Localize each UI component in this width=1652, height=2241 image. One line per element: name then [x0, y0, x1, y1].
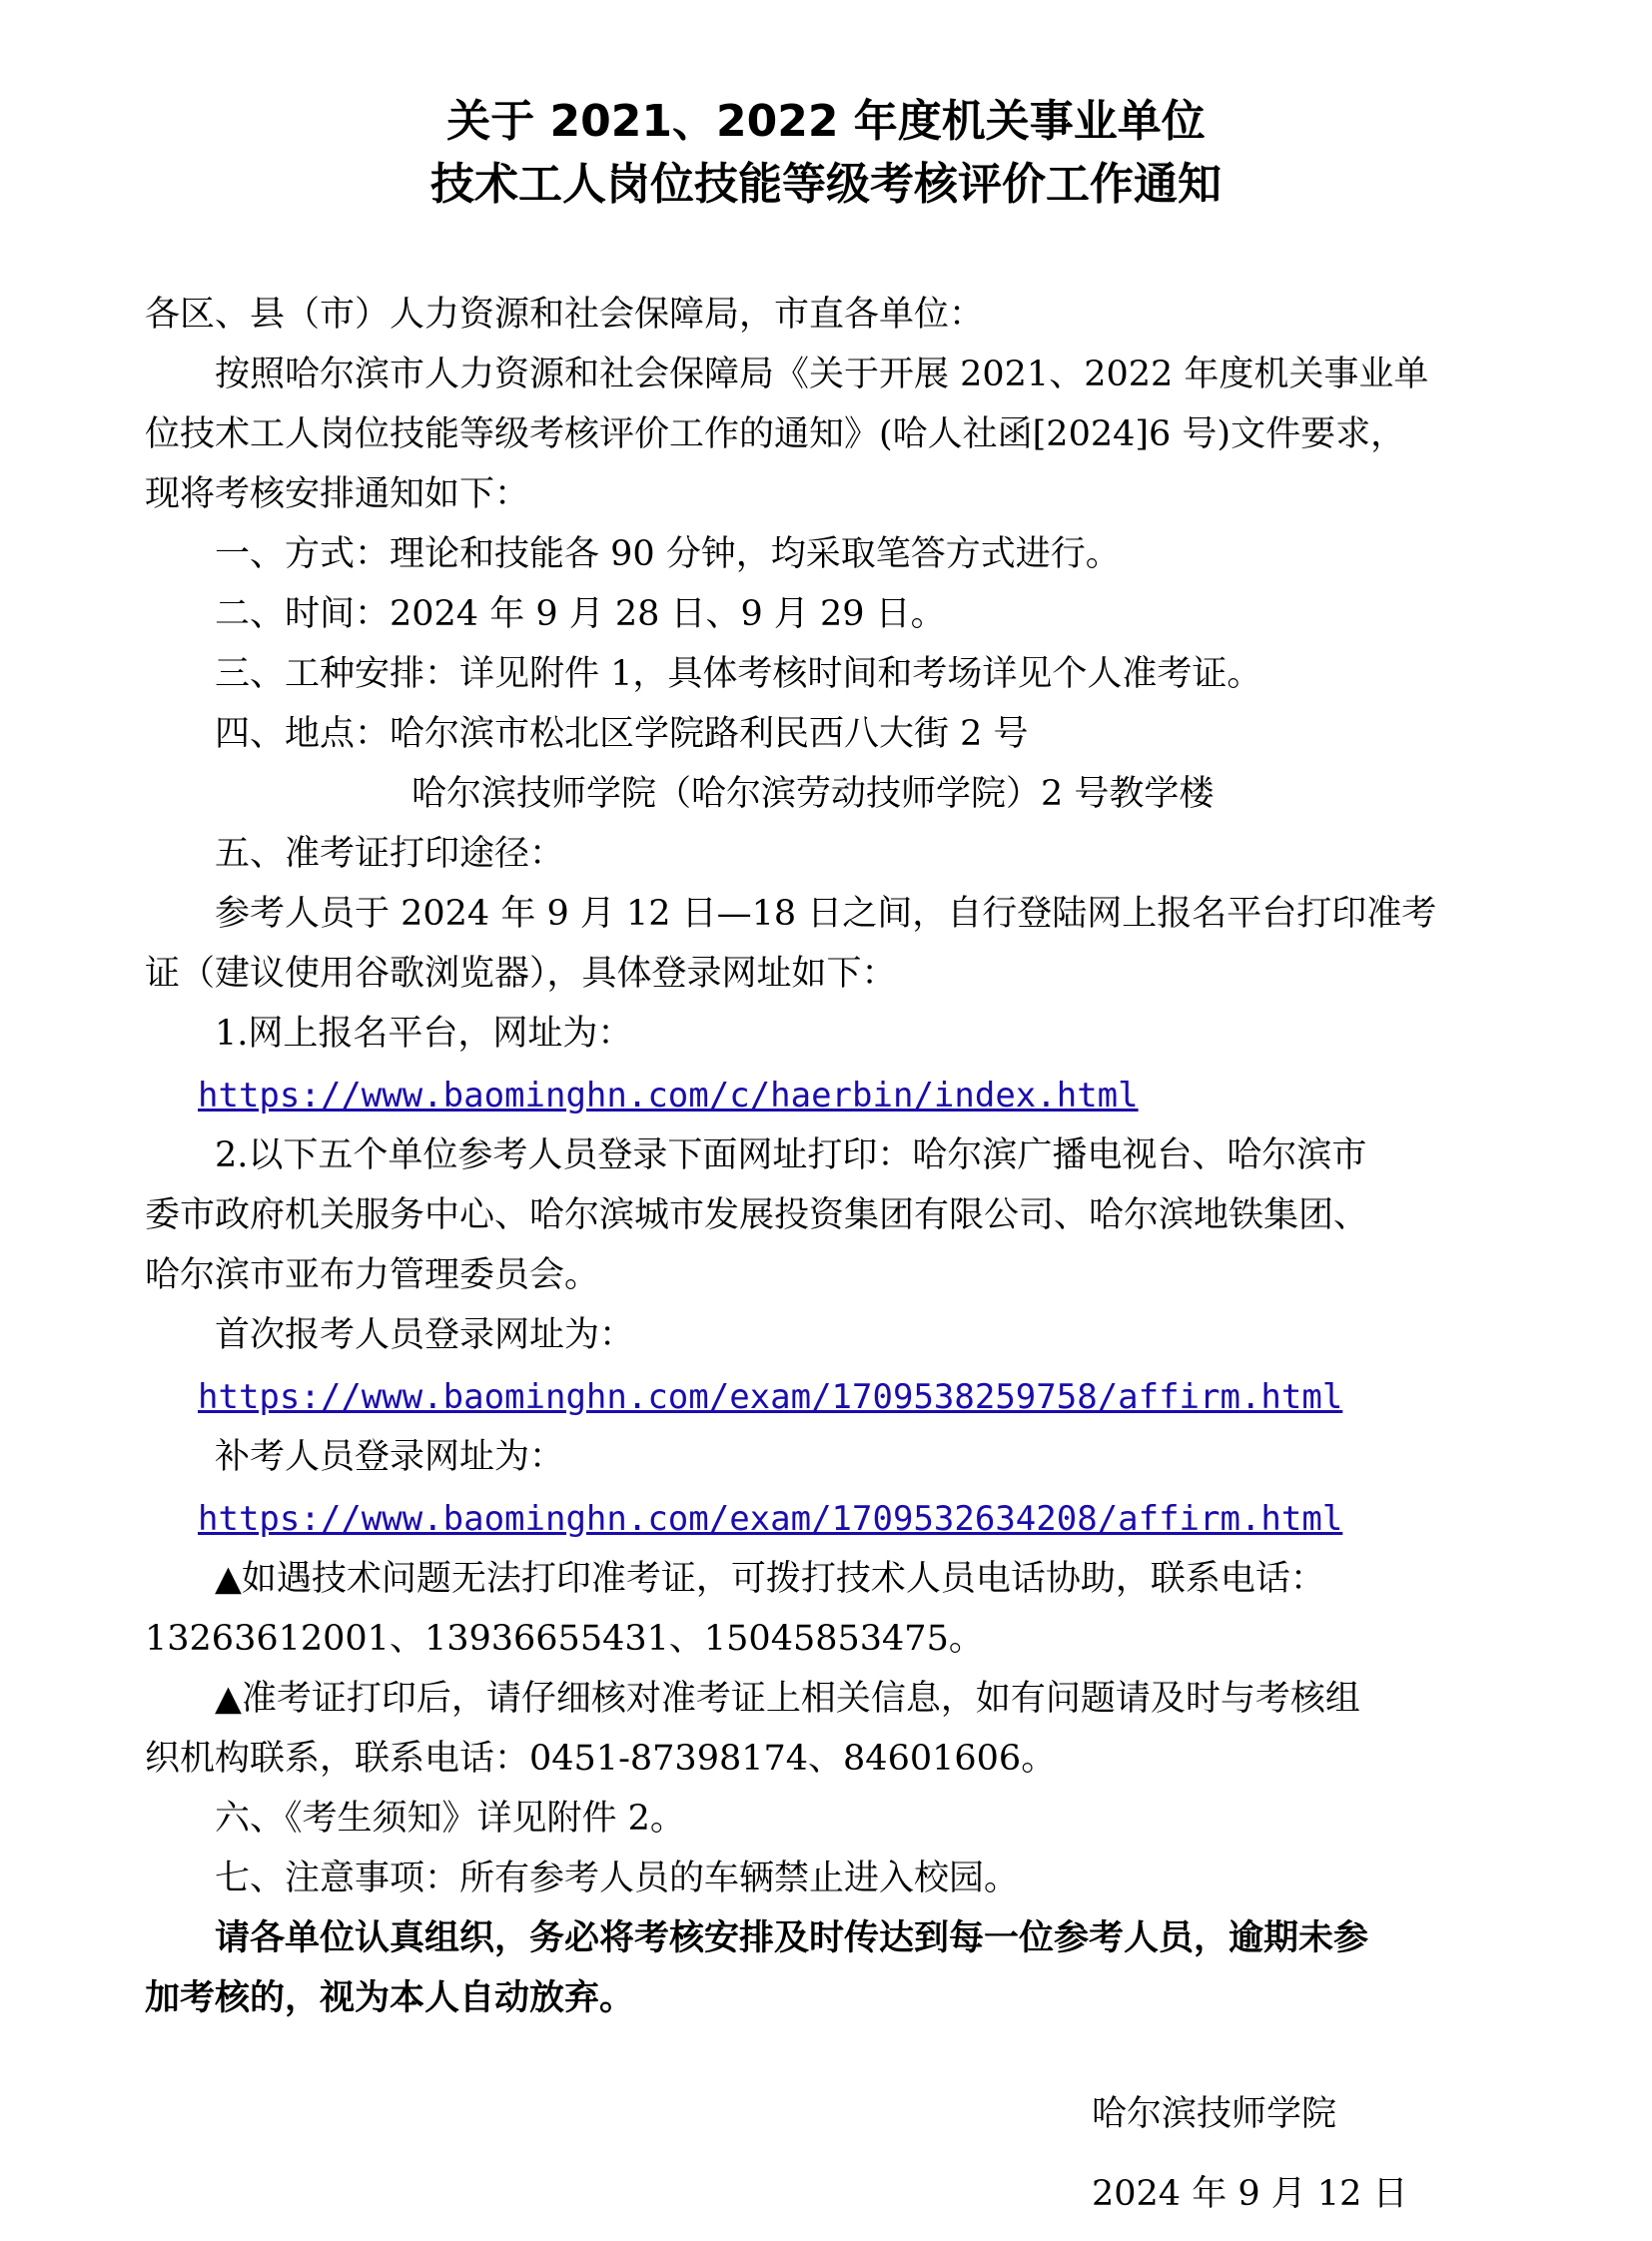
verify-info-phones: 织机构联系，联系电话：0451-87398174、84601606。	[145, 1739, 1057, 1779]
online-platform-link[interactable]: https://www.baominghn.com/c/haerbin/index.html	[198, 1076, 1139, 1116]
salutation: 各区、县（市）人力资源和社会保障局，市直各单位：	[145, 295, 985, 335]
item-method: 一、方式：理论和技能各 90 分钟，均采取笔答方式进行。	[215, 534, 1121, 574]
signature-date: 2024 年 9 月 12 日	[1092, 2174, 1408, 2214]
emphasis-line-2: 加考核的，视为本人自动放弃。	[145, 1978, 635, 2018]
online-platform-label: 1.网上报名平台，网址为：	[215, 1014, 633, 1054]
five-units-text-1: 2.以下五个单位参考人员登录下面网址打印：哈尔滨广播电视台、哈尔滨市	[215, 1135, 1367, 1175]
notice-title-line-1: 关于 2021、2022 年度机关事业单位	[446, 96, 1206, 147]
item-job-arrangement: 三、工种安排：详见附件 1，具体考核时间和考场详见个人准考证。	[215, 654, 1262, 694]
item-time: 二、时间：2024 年 9 月 28 日、9 月 29 日。	[215, 594, 946, 634]
item-location: 四、地点：哈尔滨市松北区学院路利民西八大街 2 号	[215, 714, 1029, 754]
tech-support-note-1: ▲如遇技术问题无法打印准考证，可拨打技术人员电话协助，联系电话：	[215, 1559, 1325, 1599]
verify-info-note-1: ▲准考证打印后，请仔细核对准考证上相关信息，如有问题请及时与考核组	[215, 1679, 1360, 1719]
intro-line-2: 位技术工人岗位技能等级考核评价工作的通知》(哈人社函[2024]6 号)文件要求，	[145, 414, 1406, 454]
five-units-text-2: 委市政府机关服务中心、哈尔滨城市发展投资集团有限公司、哈尔滨地铁集团、	[145, 1195, 1369, 1235]
tech-support-phones: 13263612001、13936655431、15045853475。	[145, 1619, 984, 1659]
intro-line-1: 按照哈尔滨市人力资源和社会保障局《关于开展 2021、2022 年度机关事业单	[215, 355, 1429, 394]
first-login-label: 首次报考人员登录网址为：	[215, 1315, 635, 1355]
admission-ticket-text-1: 参考人员于 2024 年 9 月 12 日—18 日之间，自行登陆网上报名平台打印准考	[215, 894, 1437, 934]
first-login-link[interactable]: https://www.baominghn.com/exam/1709538259758/affirm.html	[198, 1377, 1343, 1417]
makeup-login-link[interactable]: https://www.baominghn.com/exam/1709532634208/affirm.html	[198, 1499, 1343, 1539]
admission-ticket-text-2: 证（建议使用谷歌浏览器），具体登录网址如下：	[145, 954, 897, 994]
item-exam-notice: 六、《考生须知》详见附件 2。	[215, 1799, 685, 1839]
item-precautions: 七、注意事项：所有参考人员的车辆禁止进入校园。	[215, 1859, 1020, 1898]
five-units-text-3: 哈尔滨市亚布力管理委员会。	[145, 1255, 600, 1295]
intro-line-3: 现将考核安排通知如下：	[145, 474, 530, 514]
item-location-building: 哈尔滨技师学院（哈尔滨劳动技师学院）2 号教学楼	[412, 774, 1215, 814]
item-admission-ticket: 五、准考证打印途径：	[215, 834, 565, 874]
signature-org: 哈尔滨技师学院	[1092, 2094, 1337, 2134]
makeup-login-label: 补考人员登录网址为：	[215, 1437, 565, 1477]
notice-title-line-2: 技术工人岗位技能等级考核评价工作通知	[430, 159, 1222, 210]
emphasis-line-1: 请各单位认真组织，务必将考核安排及时传达到每一位参考人员，逾期未参	[215, 1918, 1369, 1958]
